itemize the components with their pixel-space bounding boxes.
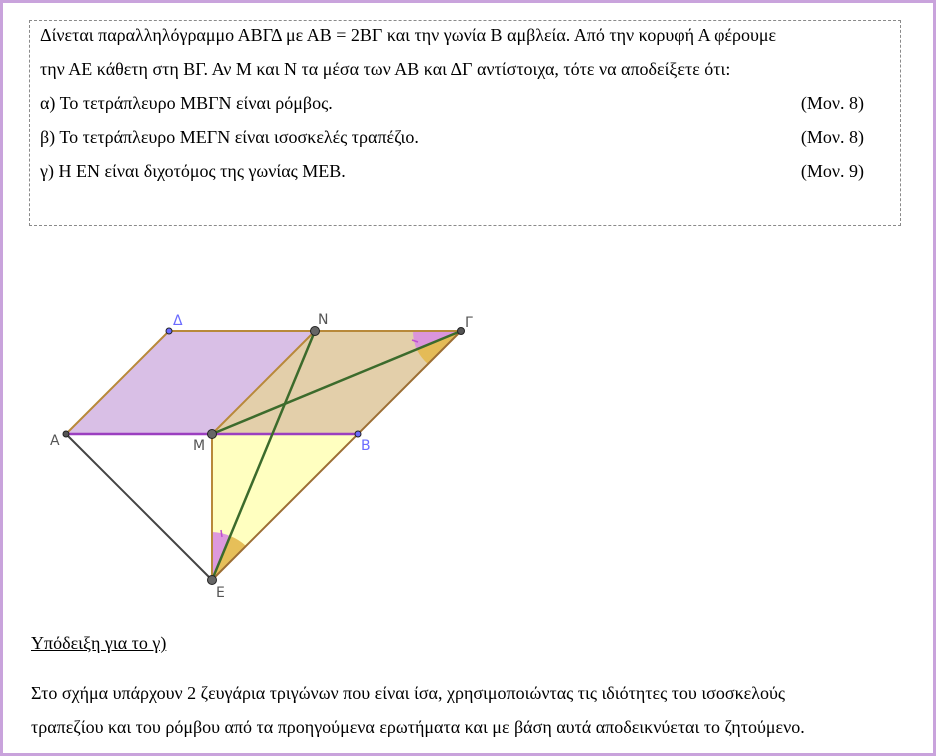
question-a: α) Το τετράπλευρο ΜΒΓΝ είναι ρόμβος. xyxy=(40,93,333,113)
hint-line-2: τραπεζίου και του ρόμβου από τα προηγούμενα ερωτήματα και με βάση αυτά αποδεικνύεται το ζητούμενο. xyxy=(31,717,805,737)
question-b: β) Το τετράπλευρο ΜΕΓΝ είναι ισοσκελές τραπέζιο. xyxy=(40,127,419,147)
label-M: Μ xyxy=(193,438,206,454)
question-c-marks: (Μον. 9) xyxy=(800,161,864,181)
question-b-marks: (Μον. 8) xyxy=(800,127,864,147)
hint-line-1: Στο σχήμα υπάρχουν 2 ζευγάρια τριγώνων που είναι ίσα, χρησιμοποιώντας τις ιδιότητες του ισοσκελούς xyxy=(31,683,785,703)
label-G: Γ xyxy=(465,315,473,331)
problem-intro-line-1: Δίνεται παραλληλόγραμμο ΑΒΓΔ με ΑΒ = 2ΒΓ και την γωνία Β αμβλεία. Από την κορυφή Α φέρουμε xyxy=(40,25,777,45)
point-D[interactable] xyxy=(166,328,172,334)
label-B: Β xyxy=(361,438,371,454)
problem-intro-line-2: την ΑΕ κάθετη στη ΒΓ. Αν Μ και Ν τα μέσα των ΑΒ και ΔΓ αντίστοιχα, τότε να αποδείξετε ότι: xyxy=(40,59,731,79)
geometry-figure xyxy=(0,290,520,610)
tick-E xyxy=(221,530,222,537)
label-E: Ε xyxy=(216,585,225,601)
point-B[interactable] xyxy=(355,431,361,437)
question-c: γ) Η ΕΝ είναι διχοτόμος της γωνίας ΜΕΒ. xyxy=(40,161,346,181)
problem-statement-box xyxy=(29,20,901,226)
label-D: Δ xyxy=(173,313,183,329)
point-E[interactable] xyxy=(208,576,217,585)
point-M[interactable] xyxy=(208,430,217,439)
edge-AE xyxy=(66,434,212,580)
label-N: Ν xyxy=(318,312,329,328)
point-A[interactable] xyxy=(63,431,69,437)
hint-title: Υπόδειξη για το γ) xyxy=(31,633,167,653)
point-G[interactable] xyxy=(458,328,465,335)
label-A: Α xyxy=(50,433,60,449)
question-a-marks: (Μον. 8) xyxy=(800,93,864,113)
